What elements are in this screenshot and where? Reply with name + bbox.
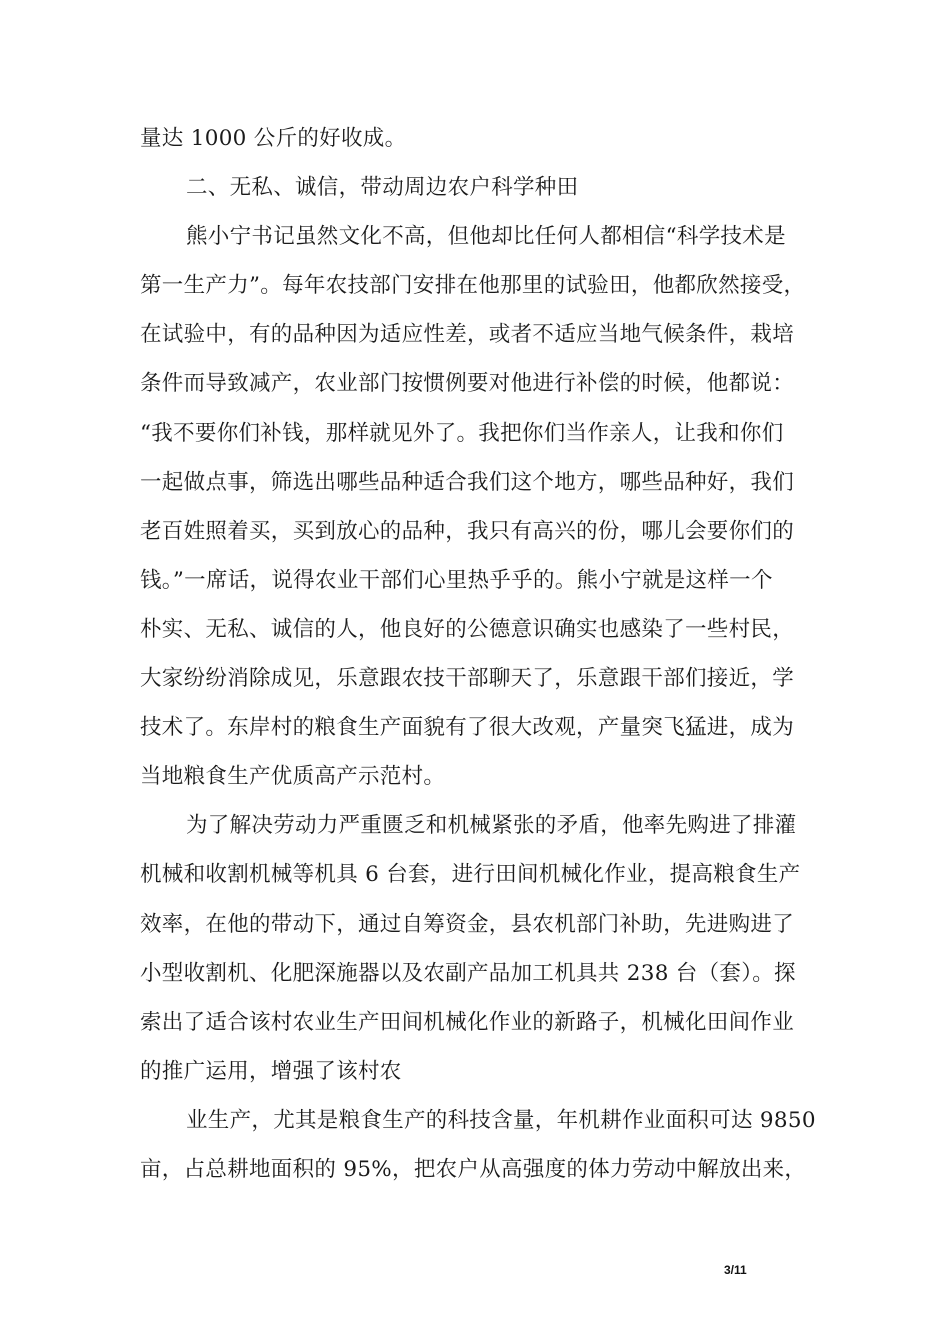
text-line: 朴实、无私、诚信的人，他良好的公德意识确实也感染了一些村民，: [140, 616, 795, 642]
text-line: 的推广运用，增强了该村农: [140, 1058, 402, 1084]
text-line: “我不要你们补钱，那样就见外了。我把你们当作亲人，让我和你们: [140, 420, 784, 446]
page-number: 3/11: [724, 1263, 747, 1277]
text-line: 一起做点事，筛选出哪些品种适合我们这个地方，哪些品种好，我们: [140, 469, 795, 495]
text-line: 老百姓照着买，买到放心的品种，我只有高兴的份，哪儿会要你们的: [140, 518, 795, 544]
text-line: 小型收割机、化肥深施器以及农副产品加工机具共 238 台（套）。探: [140, 960, 796, 986]
text-line: 索出了适合该村农业生产田间机械化作业的新路子，机械化田间作业: [140, 1009, 795, 1035]
text-line: 机械和收割机械等机具 6 台套，进行田间机械化作业，提高粮食生产: [140, 862, 801, 888]
text-line: 为了解决劳动力严重匮乏和机械紧张的矛盾，他率先购进了排灌: [186, 813, 797, 839]
text-line: 熊小宁书记虽然文化不高，但他却比任何人都相信“科学技术是: [186, 224, 786, 250]
text-line: 亩，占总耕地面积的 95%，把农户从高强度的体力劳动中解放出来，: [140, 1156, 807, 1182]
text-line: 钱。”一席话，说得农业干部们心里热乎乎的。熊小宁就是这样一个: [140, 567, 773, 593]
body-text: [140, 114, 820, 1194]
text-line: 当地粮食生产优质高产示范村。: [140, 764, 446, 790]
text-line: 效率，在他的带动下，通过自筹资金，县农机部门补助，先进购进了: [140, 911, 795, 937]
text-line: 技术了。东岸村的粮食生产面貌有了很大改观，产量突飞猛进，成为: [140, 715, 795, 741]
text-line: 在试验中，有的品种因为适应性差，或者不适应当地气候条件，栽培: [140, 322, 795, 348]
text-line: 大家纷纷消除成见，乐意跟农技干部聊天了，乐意跟干部们接近，学: [140, 666, 795, 692]
text-line: 量达 1000 公斤的好收成。: [140, 126, 407, 151]
section-heading: 二、无私、诚信，带动周边农户科学种田: [186, 175, 579, 201]
text-line: 条件而导致减产，农业部门按惯例要对他进行补偿的时候，他都说：: [140, 371, 795, 397]
text-line: 业生产，尤其是粮食生产的科技含量，年机耕作业面积可达 9850: [186, 1107, 816, 1133]
text-line: 第一生产力”。每年农技部门安排在他那里的试验田，他都欣然接受，: [140, 273, 806, 299]
